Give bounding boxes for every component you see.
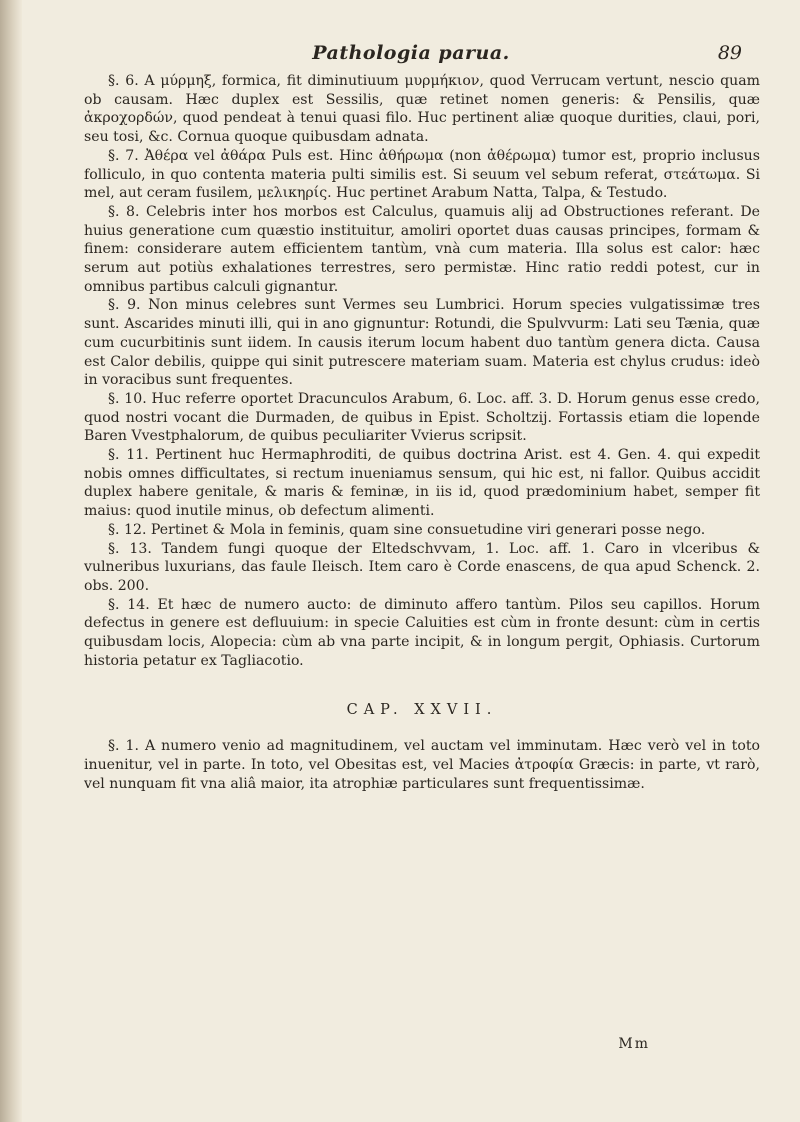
paragraph-6: §. 6. A μύρμηξ, formica, fit diminutiuum μυρμήκιον, quod Verrucam vertunt, nescio quam ob causam. Hæc duplex est Sessilis, quæ retinet nomen generis: & Pensilis, quæ ἀκροχορδών, quod pendeat à tenui quasi filo. Huc pertinent aliæ quoque durities, claui, pori, seu tosi, &c. Cornua quoque quibusdam adnata. <box>84 73 760 146</box>
catchword: Mm <box>618 1036 650 1052</box>
paragraph-11: §. 11. Pertinent huc Hermaphroditi, de quibus doctrina Arist. est 4. Gen. 4. qui expedit nobis omnes difficultates, si rectum inueniamus sensum, qui hic est, ni fallor. Quibus accidit duplex habere genitale, & maris & feminæ, in iis id, quod prædominium habet, semper fit maius: quod inutile minus, ob defectum alimenti. <box>84 447 760 520</box>
book-gutter <box>0 0 22 1122</box>
paragraph-7: §. 7. Ἀθέρα vel ἀθάρα Puls est. Hinc ἀθήρωμα (non ἀθέρωμα) tumor est, proprio inclusus folliculo, in quo contenta materia pulti similis est. Si seuum vel sebum referat, στεάτωμα. Si mel, aut ceram fusilem, μελικηρίς. Huc pertinet Arabum Natta, Talpa, & Testudo. <box>84 147 760 202</box>
paragraph-14: §. 14. Et hæc de numero aucto: de diminuto affero tantùm. Pilos seu capillos. Horum defectus in genere est defluuium: in specie Caluities est cùm in fronte desunt: cùm in certis quibusdam locis, Alopecia: cùm ab vna parte incipit, & in longum pergit, Ophiasis. Curtorum historia petatur ex Tagliacotio. <box>84 596 760 669</box>
paragraph-9: §. 9. Non minus celebres sunt Vermes seu Lumbrici. Horum species vulgatissimæ tres sunt. Ascarides minuti illi, qui in ano gignuntur: Rotundi, die Spulvvurm: Lati seu Tænia, quæ cum cucurbitinis sunt iidem. In causis iterum locum habent duo tantùm genera dicta. Causa est Calor debilis, quippe qui sinit putrescere materiam suam. Materia est chylus crudus: ideò in voracibus sunt frequentes. <box>84 297 760 389</box>
page-header <box>22 42 800 72</box>
body-text <box>84 72 760 793</box>
chapter-paragraph-1: §. 1. A numero venio ad magnitudinem, vel auctam vel imminutam. Hæc verò vel in toto inuenitur, vel in parte. In toto, vel Obesitas est, vel Macies ἀτροφία Græcis: in parte, vt rarò, vel nunquam fit vna aliâ maior, ita atrophiæ particulares sunt frequentissimæ. <box>84 738 760 792</box>
paragraph-10: §. 10. Huc referre oportet Dracunculos Arabum, 6. Loc. aff. 3. D. Horum genus esse credo, quod nostri vocant die Durmaden, de quibus in Epist. Scholtzij. Fortassis etiam die lopende Baren Vvestphalorum, de quibus peculiariter Vvierus scripsit. <box>84 390 760 445</box>
paragraph-13: §. 13. Tandem fungi quoque der Eltedschvvam, 1. Loc. aff. 1. Caro in vlceribus & vulneribus luxurians, das faule Ileisch. Item caro è Corde enascens, de qua apud Schenck. 2. obs. 200. <box>84 540 760 594</box>
book-page <box>22 0 800 1122</box>
chapter-heading: CAP. XXVII. <box>346 701 498 718</box>
paragraph-8: §. 8. Celebris inter hos morbos est Calculus, quamuis alij ad Obstructiones referant. De huius generatione cum quæstio instituitur, amoliri oportet duas causas principes, formam & finem: considerare autem efficientem tantùm, vnà cum materia. Illa solus est calor: hæc serum aut potiùs exhalationes terrestres, sero permistæ. Hinc ratio reddi potest, cur in omnibus partibus calculi gignantur. <box>84 203 760 295</box>
paragraph-12: §. 12. Pertinet & Mola in feminis, quam sine consuetudine viri generari posse nego. <box>108 521 706 538</box>
running-title: Pathologia parua. <box>312 42 510 64</box>
page-number: 89 <box>717 42 742 64</box>
